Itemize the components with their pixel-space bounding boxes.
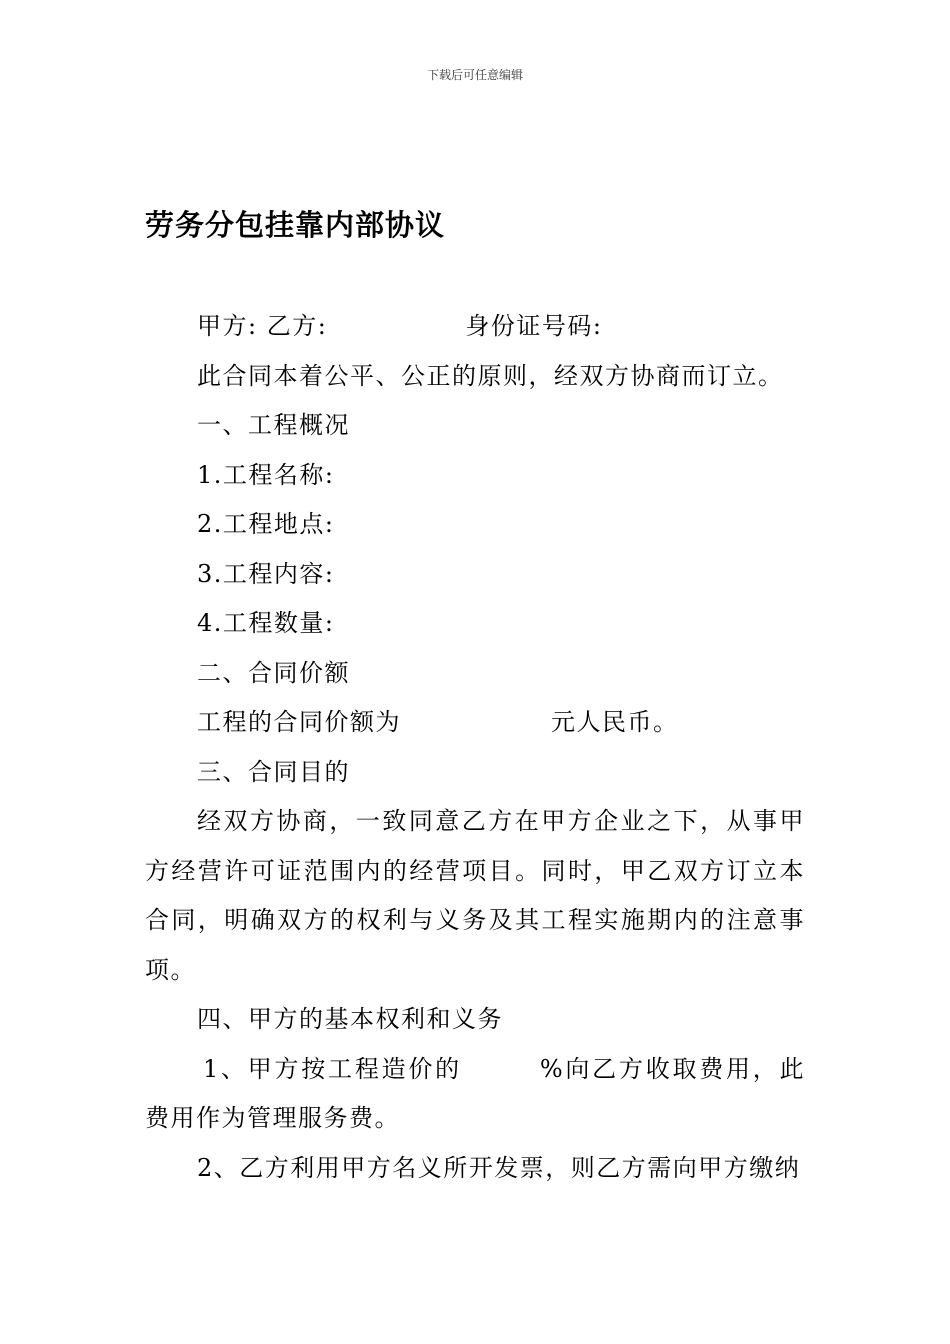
header-note: 下载后可任意编辑	[426, 68, 523, 82]
id-number-label: 身份证号码:	[465, 312, 603, 340]
section3-heading: 三、合同目的	[197, 757, 350, 786]
intro-line: 此合同本着公平、公正的原则，经双方协商而订立。	[197, 361, 784, 390]
project-name-item: 1.工程名称:	[197, 460, 335, 489]
party-a-label: 甲方:	[197, 312, 258, 340]
section4-item1	[145, 1045, 805, 1144]
section4-item2: 2、乙方利用甲方名义所开发票，则乙方需向甲方缴纳	[197, 1153, 801, 1182]
contract-price-line	[145, 698, 805, 748]
parties-line	[145, 302, 805, 352]
party-b-label: 乙方:	[266, 312, 328, 340]
section3-paragraph: 经双方协商，一致同意乙方在甲方企业之下，从事甲方经营许可证范围内的经营项目。同时，甲乙双方订立本合同，明确双方的权利与义务及其工程实施期内的注意事项。	[145, 807, 805, 984]
section4-heading: 四、甲方的基本权利和义务	[197, 1005, 503, 1033]
fee-rate-suffix: %向乙方收取费用，此费用作为管理服务费。	[145, 1054, 805, 1132]
contract-price-suffix: 元人民币。	[551, 708, 679, 736]
fee-rate-prefix: 1、甲方按工程造价的	[203, 1054, 462, 1083]
project-location-item: 2.工程地点:	[197, 510, 335, 538]
document-title: 劳务分包挂靠内部协议	[145, 208, 446, 242]
section1-heading: 一、工程概况	[197, 411, 350, 439]
contract-price-prefix: 工程的合同价额为	[197, 708, 401, 736]
document-body	[145, 302, 805, 1193]
project-quantity-item: 4.工程数量:	[197, 609, 335, 637]
section2-heading: 二、合同价额	[197, 658, 350, 687]
project-content-item: 3.工程内容:	[197, 559, 335, 588]
